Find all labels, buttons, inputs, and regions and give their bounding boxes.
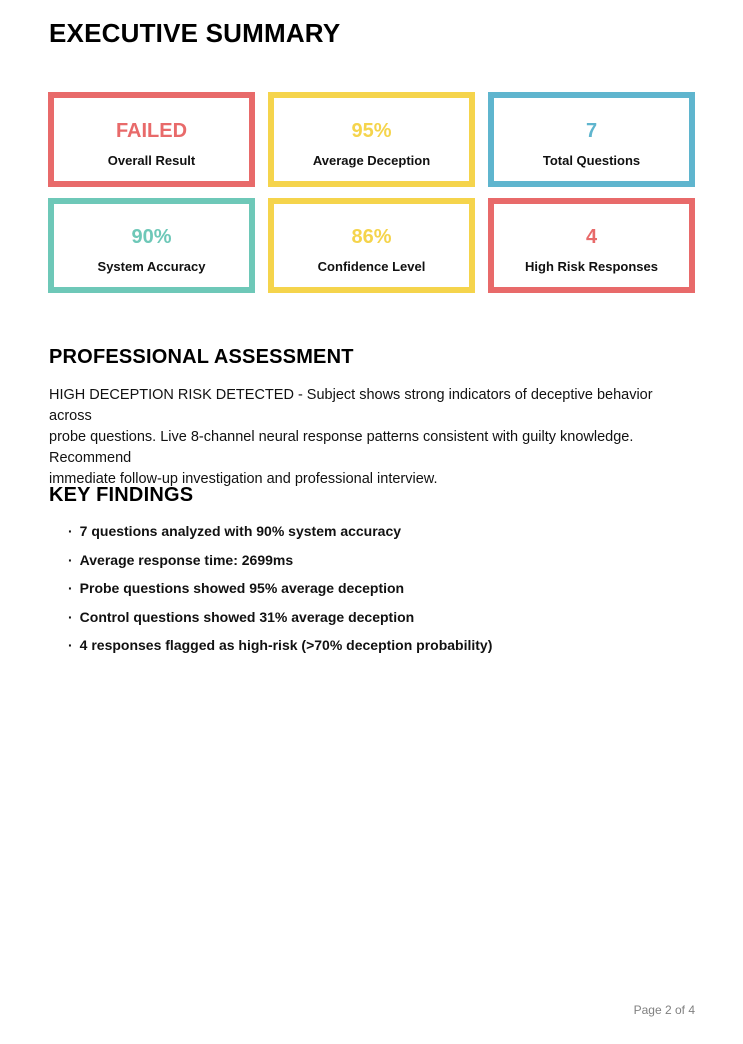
finding-item <box>68 581 688 596</box>
stat-label: Total Questions <box>542 152 641 168</box>
bullet-dot: · <box>68 523 73 539</box>
section-heading-professional-assessment: PROFESSIONAL ASSESSMENT <box>49 346 354 368</box>
stat-card-total-questions <box>488 92 695 187</box>
section-heading-key-findings: KEY FINDINGS <box>49 484 194 506</box>
finding-text: 4 responses flagged as high-risk (>70% deception probability) <box>79 637 493 653</box>
bullet-dot: · <box>68 551 73 568</box>
stat-card-high-risk-responses <box>488 198 695 293</box>
finding-item <box>68 638 688 653</box>
stat-value: 4 <box>585 225 598 248</box>
stat-value: FAILED <box>115 119 188 142</box>
stat-label: Confidence Level <box>317 258 426 274</box>
finding-text: Probe questions showed 95% average deception <box>79 580 405 596</box>
bullet-dot: · <box>68 580 73 596</box>
finding-item <box>68 553 688 568</box>
bullet-dot: · <box>68 637 73 653</box>
assessment-line: probe questions. Live 8-channel neural response patterns consistent with guilty knowledge. Recommend <box>49 429 634 466</box>
assessment-line: HIGH DECEPTION RISK DETECTED - Subject shows strong indicators of deceptive behavior across <box>49 387 653 424</box>
stat-label: Overall Result <box>107 152 196 168</box>
stat-card-overall-result <box>48 92 255 187</box>
finding-item <box>68 524 688 539</box>
summary-cards-grid <box>48 92 695 293</box>
stat-value: 86% <box>351 225 392 248</box>
stat-value: 95% <box>351 119 392 142</box>
stat-value: 90% <box>131 225 172 248</box>
findings-list <box>68 524 688 667</box>
finding-item <box>68 610 688 625</box>
stat-label: System Accuracy <box>97 258 206 274</box>
bullet-dot: · <box>68 608 73 625</box>
stat-label: High Risk Responses <box>525 258 658 274</box>
stat-value: 7 <box>585 119 598 142</box>
assessment-line: immediate follow-up investigation and professional interview. <box>49 471 438 487</box>
finding-text: Control questions showed 31% average deception <box>79 608 415 625</box>
finding-text: Average response time: 2699ms <box>79 551 294 568</box>
page-title: EXECUTIVE SUMMARY <box>49 18 341 48</box>
stat-label: Average Deception <box>312 152 431 168</box>
page-number: Page 2 of 4 <box>633 1003 695 1017</box>
stat-card-confidence-level <box>268 198 475 293</box>
stat-card-system-accuracy <box>48 198 255 293</box>
finding-text: 7 questions analyzed with 90% system accuracy <box>79 523 402 539</box>
stat-card-average-deception <box>268 92 475 187</box>
assessment-paragraph <box>49 385 699 490</box>
